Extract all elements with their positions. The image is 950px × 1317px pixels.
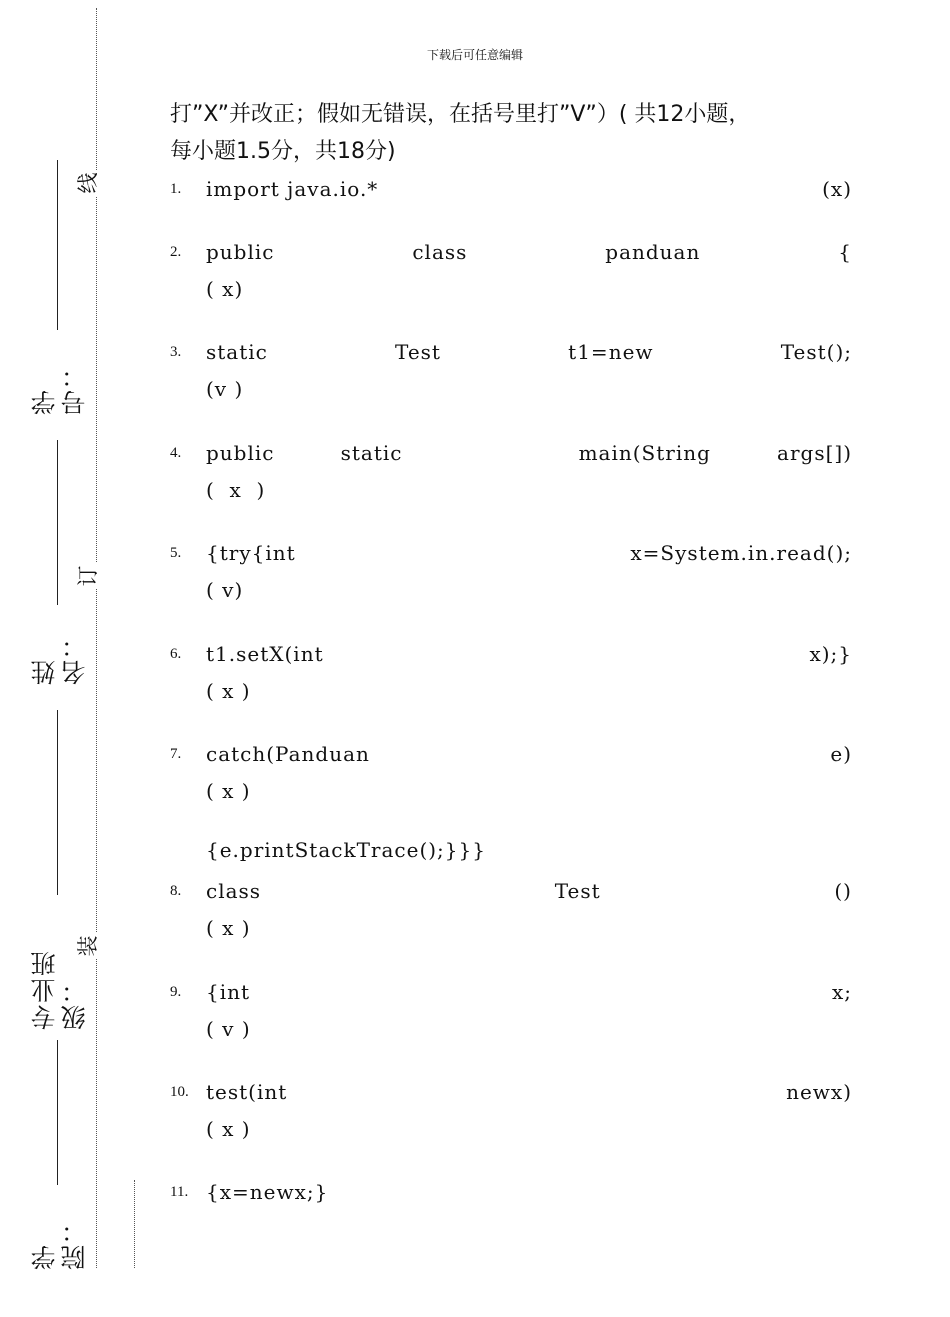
code-token: Test — [395, 340, 441, 364]
code-token: {x=newx;} — [206, 1180, 329, 1204]
answer-line — [206, 676, 852, 706]
code-token: t1.setX(int — [206, 642, 324, 666]
code-line — [206, 1077, 852, 1107]
college-label: 学院： — [30, 1216, 89, 1270]
field-underline-name — [57, 440, 58, 605]
instructions-line-1: 打”X”并改正；假如无错误，在括号里打”V”）( 共12小题， — [170, 102, 751, 127]
answer-mark: ( x ) — [206, 916, 251, 940]
answer-mark: ( x ) — [206, 779, 251, 803]
item-number: 5. — [170, 545, 182, 561]
answer-mark: (v ) — [206, 377, 244, 401]
question-instructions — [170, 96, 860, 170]
answer-line — [206, 913, 852, 943]
answer-mark: ( v ) — [206, 1017, 251, 1041]
code-token: x; — [831, 980, 852, 1004]
code-line — [206, 876, 852, 906]
student-id-label: 学号： — [30, 361, 89, 415]
code-token: t1=new — [568, 340, 654, 364]
answer-mark: (x) — [822, 177, 852, 201]
code-token: Test — [554, 879, 601, 903]
header-note: 下载后可任意编辑 — [426, 48, 523, 62]
field-underline-class — [57, 710, 58, 895]
code-token: public — [206, 240, 275, 264]
answer-mark: ( x) — [206, 277, 244, 301]
code-line — [206, 1177, 852, 1207]
binding-dotted-line-short — [134, 1180, 135, 1268]
answer-mark: ( x ) — [206, 679, 251, 703]
item-number: 4. — [170, 445, 182, 461]
code-token: panduan — [605, 240, 701, 264]
code-token: newx) — [786, 1080, 852, 1104]
name-label: 姓名： — [30, 631, 89, 685]
item-number: 11. — [170, 1184, 189, 1200]
code-token: Test(); — [780, 340, 852, 364]
item-number: 6. — [170, 646, 182, 662]
code-continuation: {e.printStackTrace();}}} — [206, 838, 486, 862]
binding-mark-bind: 订 — [77, 563, 99, 589]
field-underline-college — [57, 1040, 58, 1185]
answer-line — [206, 374, 852, 404]
code-line — [206, 977, 852, 1007]
answer-line — [206, 475, 852, 505]
binding-mark-install: 装 — [77, 933, 99, 959]
code-token: main(String — [578, 441, 711, 465]
code-token: catch(Panduan — [206, 742, 370, 766]
code-token: e) — [830, 742, 852, 766]
code-token: class — [206, 879, 262, 903]
code-token: {int — [206, 980, 251, 1004]
code-line — [206, 739, 852, 769]
binding-mark-line: 线 — [77, 170, 99, 196]
item-number: 10. — [170, 1084, 189, 1100]
code-token: x=System.in.read(); — [630, 541, 852, 565]
code-token: import java.io.* — [206, 177, 379, 201]
code-token: { — [838, 240, 852, 264]
code-token: args[]) — [777, 441, 852, 465]
binding-dotted-line — [96, 8, 97, 1268]
code-line — [206, 538, 852, 568]
class-label: 专业班级： — [30, 949, 89, 1030]
answer-mark: ( x ) — [206, 478, 266, 502]
item-number: 2. — [170, 244, 182, 260]
code-token: test(int — [206, 1080, 288, 1104]
answer-mark: ( v) — [206, 578, 244, 602]
code-token: () — [834, 879, 852, 903]
code-line — [206, 174, 852, 204]
code-token: static — [340, 441, 403, 465]
item-number: 7. — [170, 746, 182, 762]
answer-line — [206, 776, 852, 806]
field-underline-student-id — [57, 160, 58, 330]
code-line — [206, 237, 852, 267]
code-token: class — [412, 240, 468, 264]
answer-line — [206, 575, 852, 605]
instructions-line-2: 每小题1.5分，共18分) — [170, 139, 396, 164]
code-token: {try{int — [206, 541, 296, 565]
answer-line — [206, 1014, 852, 1044]
code-line — [206, 639, 852, 669]
item-number: 1. — [170, 181, 182, 197]
code-line — [206, 438, 852, 468]
answer-line — [206, 1114, 852, 1144]
code-line — [206, 337, 852, 367]
item-number: 9. — [170, 984, 182, 1000]
answer-line — [206, 274, 852, 304]
code-token: public — [206, 441, 275, 465]
code-token: x);} — [809, 642, 852, 666]
answer-mark: ( x ) — [206, 1117, 251, 1141]
item-number: 8. — [170, 883, 182, 899]
item-number: 3. — [170, 344, 182, 360]
code-token: static — [206, 340, 268, 364]
